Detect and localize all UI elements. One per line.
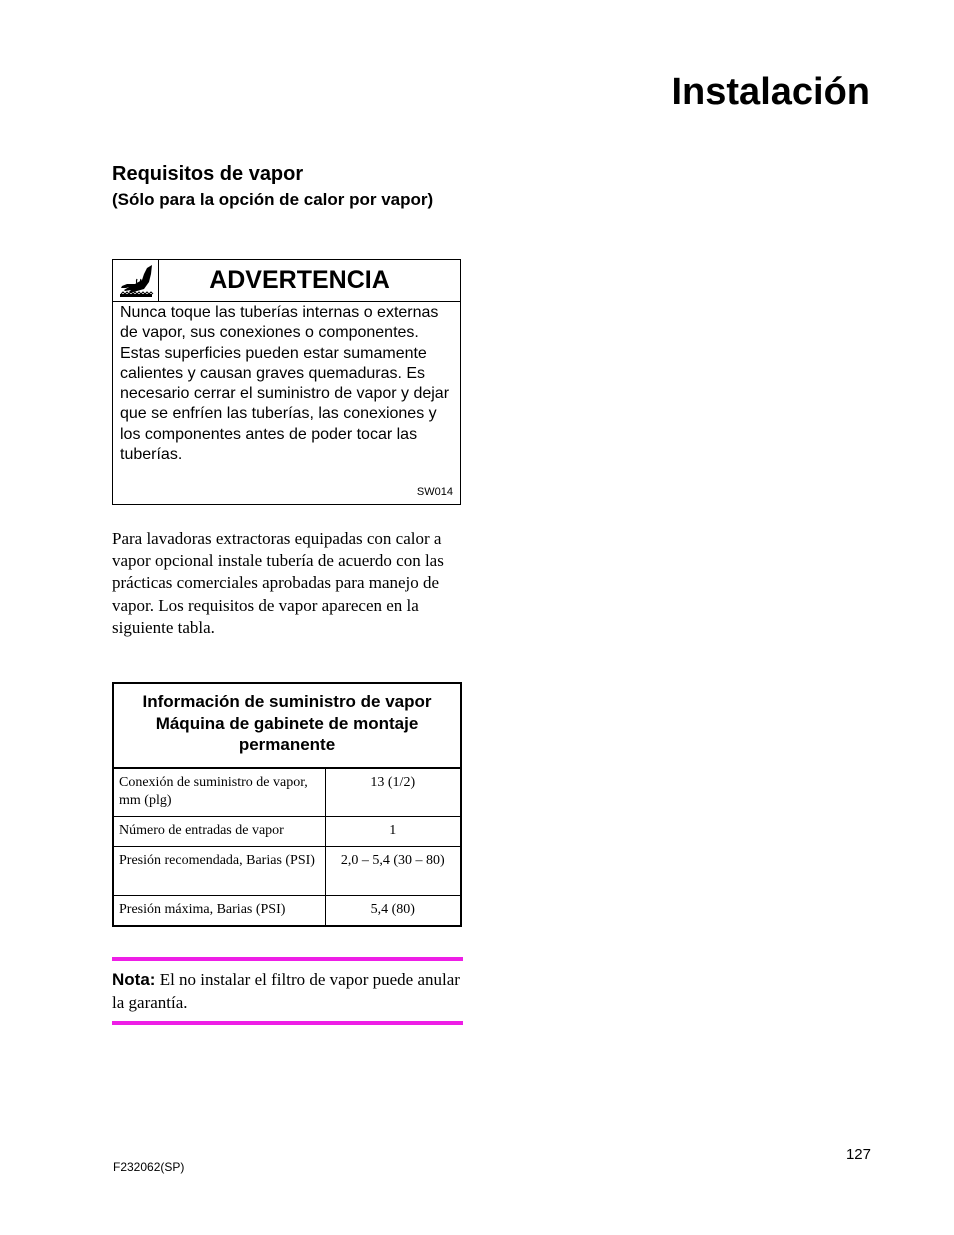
- warning-text: Nunca toque las tuberías internas o externas de vapor, sus conexiones o componentes. Estas superficies pueden estar sumamente calientes y causan graves quemaduras. Es necesario cerrar el suministro de vapor y dejar que se enfríen las tuberías, las conexiones y los componentes antes de poder tocar las tuberías.: [120, 304, 450, 464]
- warning-icon-cell: [113, 260, 159, 301]
- intro-paragraph: Para lavadoras extractoras equipadas con calor a vapor opcional instale tubería de acuerdo con las prácticas comerciales aprobadas para manejo de vapor. Los requisitos de vapor aparecen en la siguiente tabla.: [112, 529, 444, 637]
- note-rule-bottom: [112, 1021, 463, 1025]
- table-row: [113, 768, 461, 817]
- hot-surface-hand-icon: [117, 262, 155, 300]
- row-value: 13 (1/2): [325, 768, 461, 817]
- warning-header: [113, 260, 460, 302]
- page-title: Instalación: [671, 71, 870, 113]
- warning-box: [112, 259, 461, 505]
- table-header: [113, 683, 461, 768]
- section-heading: Requisitos de vapor: [112, 163, 304, 185]
- note-rule-top: [112, 957, 463, 961]
- page-number: 127: [845, 1146, 871, 1163]
- note-paragraph: [112, 969, 464, 1014]
- row-value: 1: [325, 817, 461, 847]
- row-value: 2,0 – 5,4 (30 – 80): [325, 847, 461, 896]
- steam-supply-table: [112, 682, 462, 927]
- table-header-row: [113, 683, 461, 768]
- warning-title: ADVERTENCIA: [209, 266, 390, 294]
- row-label: Presión máxima, Barias (PSI): [113, 896, 325, 926]
- table-row: [113, 896, 461, 926]
- document-code: F232062(SP): [113, 1160, 185, 1174]
- table-row: [113, 817, 461, 847]
- row-value: 5,4 (80): [370, 902, 415, 917]
- note-text: El no instalar el filtro de vapor puede anular la garantía.: [112, 970, 460, 1012]
- table-header-line1: Información de suministro de vapor: [142, 692, 432, 711]
- warning-code: SW014: [416, 486, 453, 498]
- row-label: Conexión de suministro de vapor, mm (plg): [113, 768, 325, 817]
- table-row: [113, 847, 461, 896]
- row-label: Presión recomendada, Barias (PSI): [113, 847, 325, 896]
- row-label: Número de entradas de vapor: [113, 817, 325, 847]
- table-header-line2: Máquina de gabinete de montaje permanente: [155, 713, 419, 754]
- note-label: Nota:: [112, 970, 156, 989]
- section-subheading: (Sólo para la opción de calor por vapor): [112, 190, 434, 209]
